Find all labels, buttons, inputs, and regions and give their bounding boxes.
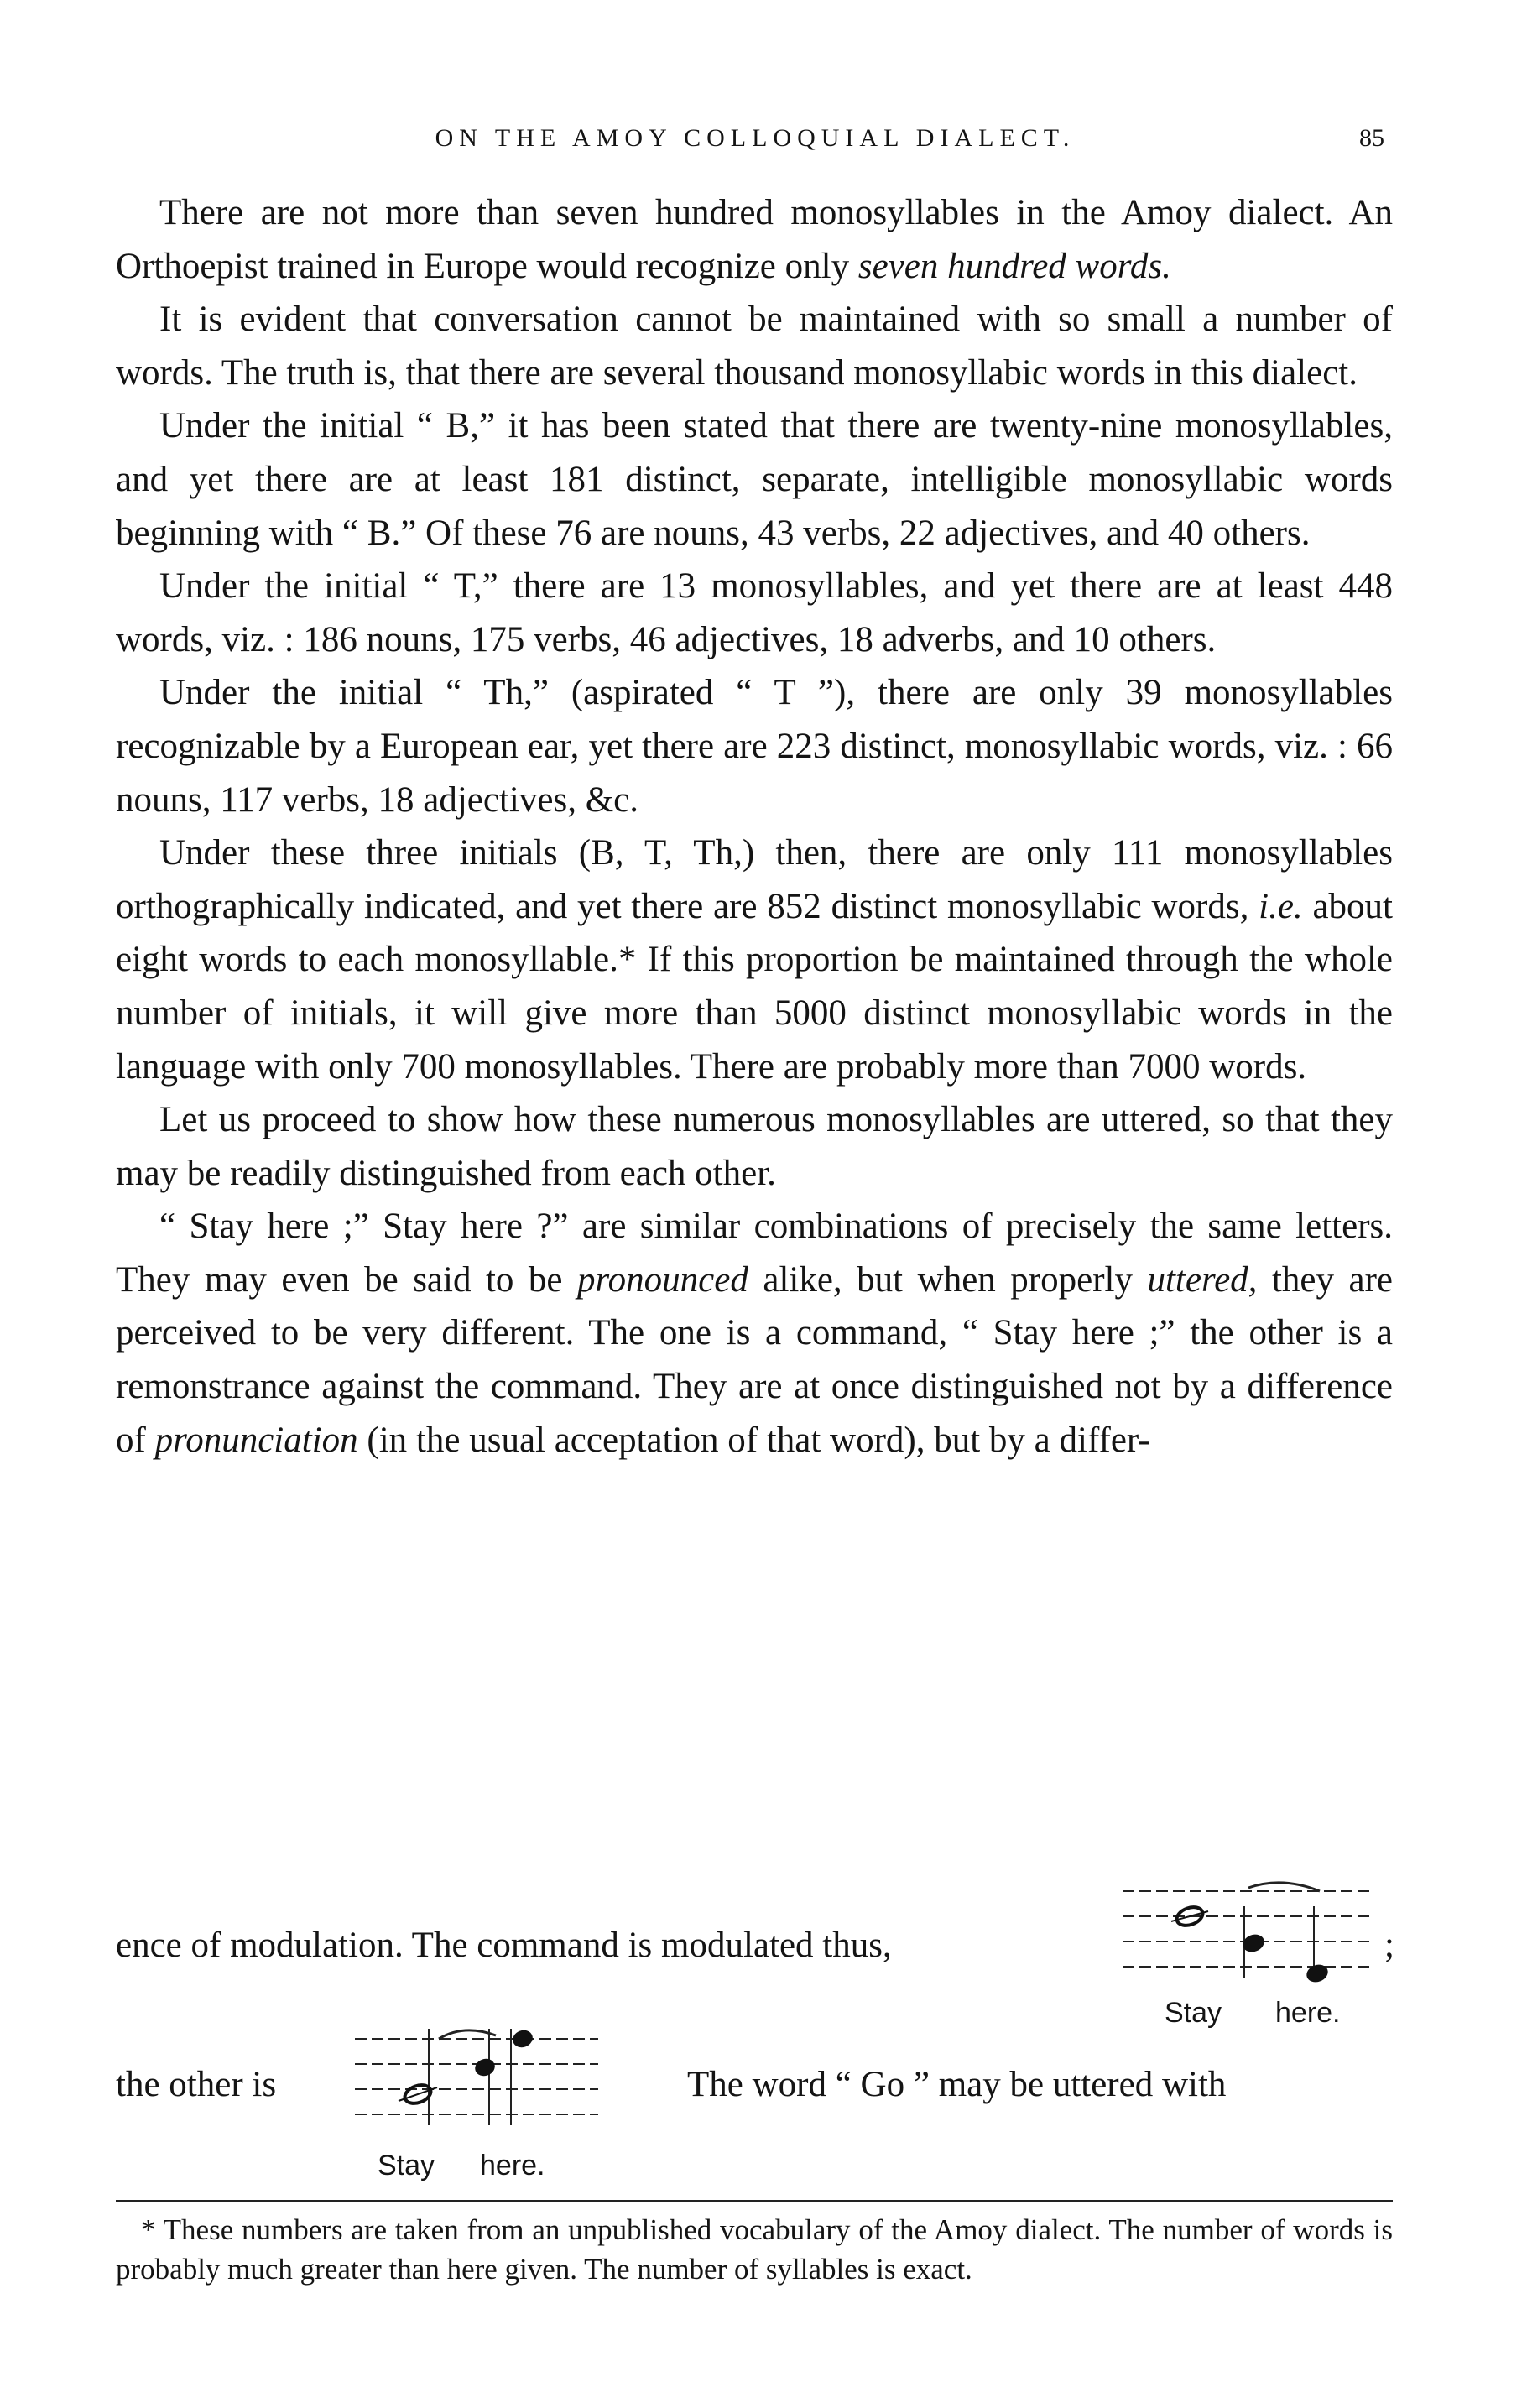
remonstrance-staff	[355, 2020, 598, 2146]
paragraph	[116, 666, 1393, 826]
italic-text: seven hundred words.	[857, 246, 1171, 286]
paragraph-text: Let us proceed to show how these numerous monosyllables are uttered, so that they may be readily distinguished from each other.	[116, 1100, 1393, 1193]
paragraph	[116, 1200, 1393, 1467]
remonstrance-modulation-line	[116, 1987, 1393, 2197]
semicolon: ;	[1384, 1926, 1394, 1965]
paragraph-text: Under these three initials (B, T, Th,) then, there are only 111 monosyllables orthographically indicated, and yet there are 852 distinct monosyllabic words,	[116, 833, 1393, 926]
paragraph-text: Under the initial “ B,” it has been stated that there are twenty-nine monosyllables, and yet there are at least 181 distinct, separate, intelligible monosyllabic words beginning with “ B.” Of these 76 are nouns, 43 verbs, 22 adjectives, and 40 others.	[116, 406, 1393, 553]
paragraph	[116, 293, 1393, 399]
italic-text: pronounced	[577, 1259, 748, 1300]
paragraph-text: they are perceived to be very different. The one is a command, “ Stay here ;” the other is a remonstrance against the command. They are at once distinguished not by a difference of	[116, 1259, 1393, 1460]
italic-text: pronunciation	[154, 1420, 358, 1460]
paragraph-text: Under the initial “ T,” there are 13 monosyllables, and yet there are at least 448 words, viz. : 186 nouns, 175 verbs, 46 adjectives, 18 adverbs, and 10 others.	[116, 566, 1393, 659]
italic-text: uttered,	[1147, 1259, 1258, 1300]
body-text	[116, 186, 1393, 1467]
running-title: ON THE AMOY COLLOQUIAL DIALECT.	[435, 124, 1076, 152]
paragraph-text: Under the initial “ Th,” (aspirated “ T ”), there are only 39 monosyllables recognizable by a European ear, yet there are 223 distinct, monosyllabic words, viz. : 66 nouns, 117 verbs, 18 adjectives, &c.	[116, 673, 1393, 820]
paragraph-text: There are not more than seven hundred monosyllables in the Amoy dialect. An Orthoepist trained in Europe would recognize only	[116, 193, 1393, 286]
paragraph	[116, 560, 1393, 666]
staff-label-stay: Stay	[1165, 1997, 1222, 2029]
staff-label-stay: Stay	[378, 2150, 435, 2181]
page-header	[117, 124, 1393, 166]
page-number: 85	[1359, 124, 1384, 152]
command-staff	[1123, 1873, 1374, 1999]
paragraph	[116, 826, 1393, 1093]
paragraph-text: “ Stay here ;” Stay here ?” are similar combinations of precisely the same letters. They may even be said to be	[116, 1207, 1393, 1300]
paragraph-text: (in the usual acceptation of that word), but by a differ-	[357, 1420, 1150, 1460]
paragraph	[116, 186, 1393, 293]
footnote-rule	[116, 2200, 1393, 2202]
staff-label-here: here.	[1275, 1997, 1341, 2029]
continuation-text: ence of modulation. The command is modulated thus,	[116, 1926, 892, 1965]
footnote-text: * These numbers are taken from an unpublished vocabulary of the Amoy dialect. The number of words is probably much greater than here given. The number of syllables is exact.	[116, 2213, 1393, 2286]
staff-label-here: here.	[480, 2150, 545, 2181]
paragraph-text: about eight words to each monosyllable.* If this proportion be maintained through the whole number of initials, it will give more than 5000 distinct monosyllabic words in the language with only 700 monosyllables. There are probably more than 7000 words.	[116, 886, 1393, 1087]
continuation-text: the other is	[116, 2065, 277, 2104]
italic-text: i.e.	[1259, 886, 1303, 926]
paragraph-text: alike, but when properly	[748, 1259, 1148, 1300]
paragraph	[116, 1093, 1393, 1200]
paragraph	[116, 399, 1393, 560]
footnote	[116, 2210, 1393, 2289]
continuation-text: The word “ Go ” may be uttered with	[687, 2065, 1227, 2104]
paragraph-text: It is evident that conversation cannot be maintained with so small a number of words. The truth is, that there are several thousand monosyllabic words in this dialect.	[116, 300, 1393, 393]
